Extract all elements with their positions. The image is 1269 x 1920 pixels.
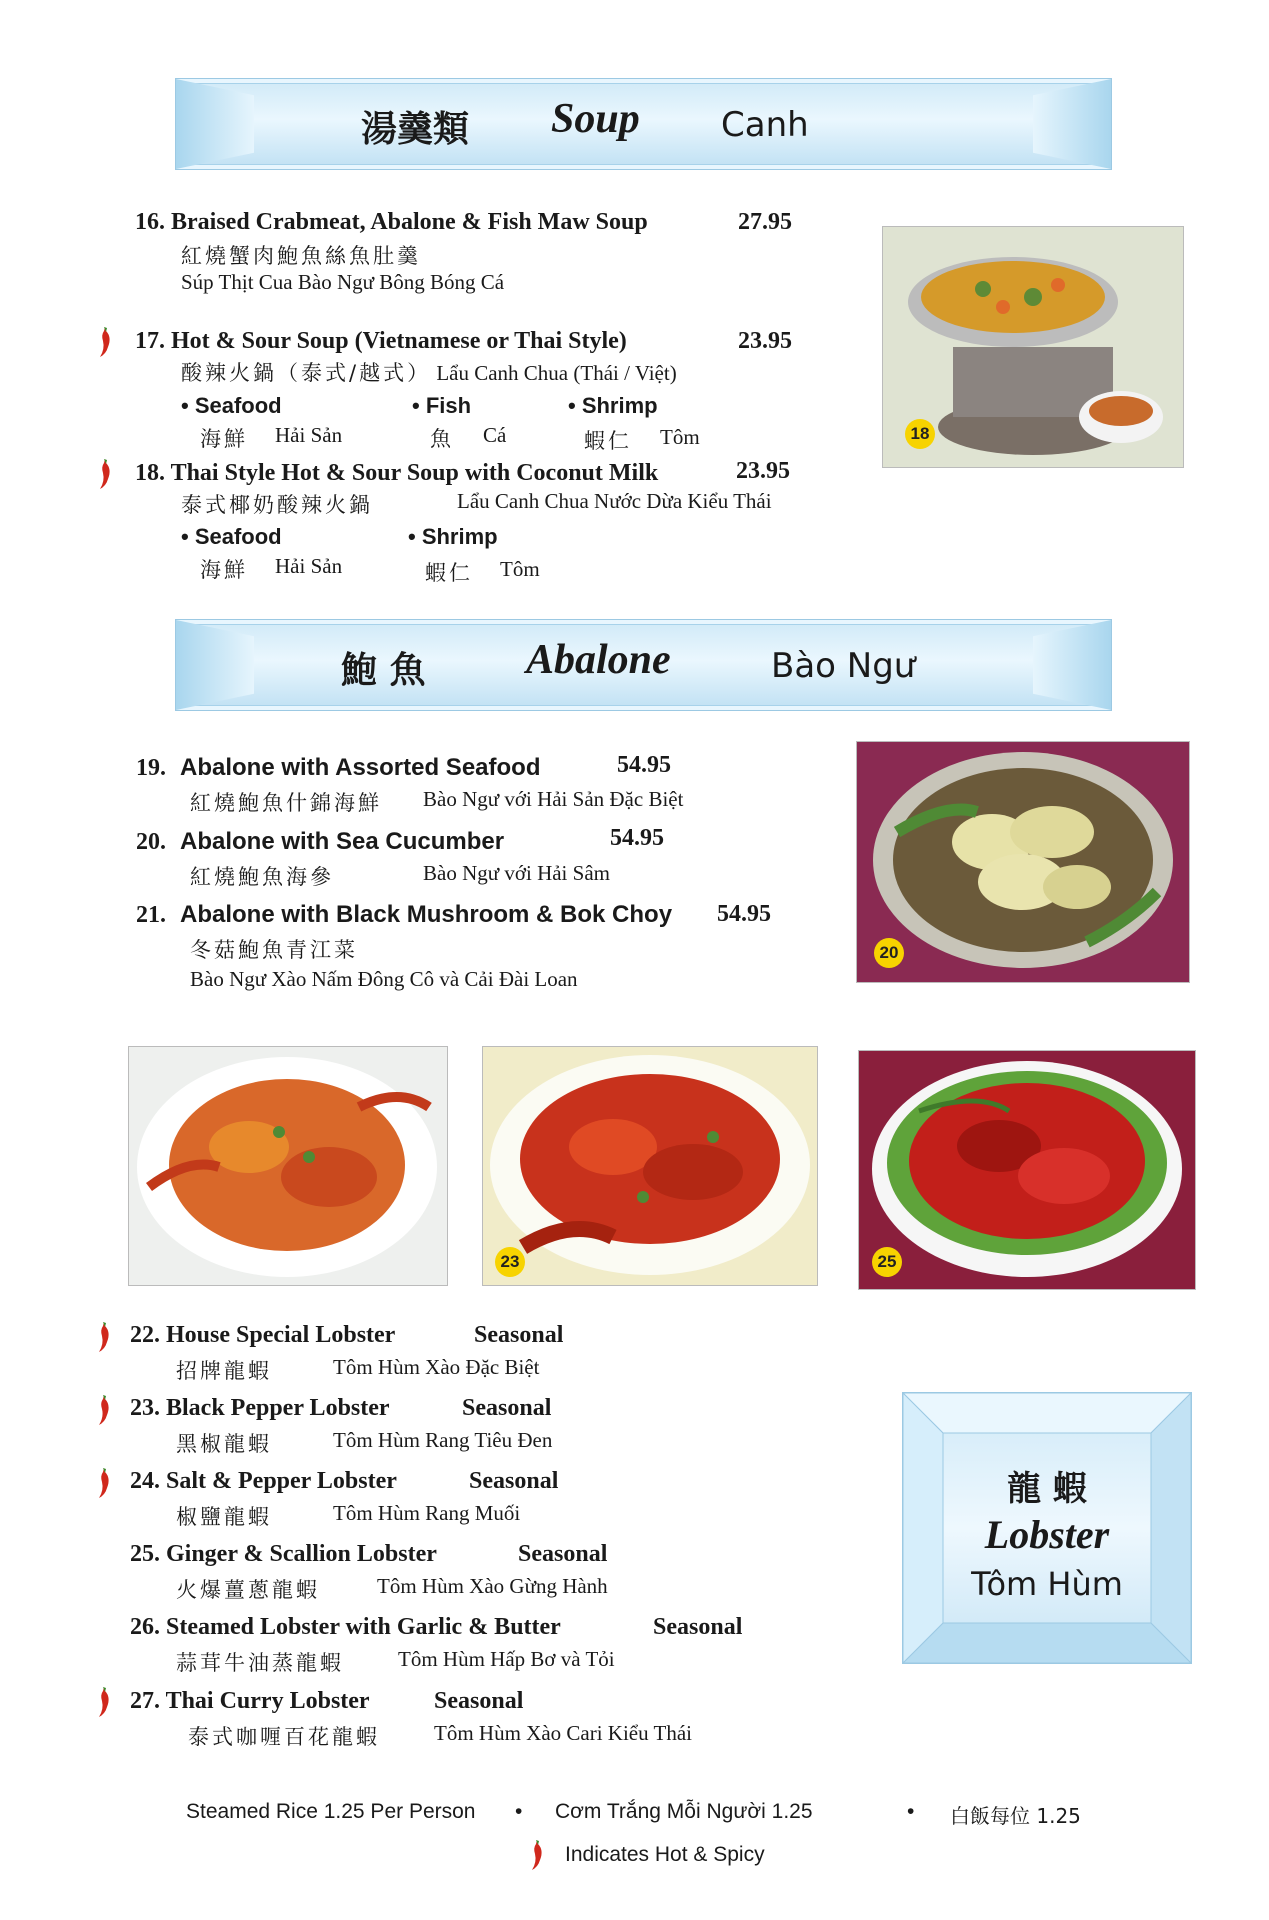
option-vn: Cá [483,423,507,447]
lobster-title-en: Lobster [984,1512,1110,1557]
option-label: • Shrimp [408,524,498,549]
soup-title-vn: Canh [721,105,809,145]
chili-pepper-icon [97,1322,111,1352]
item-name-vn: Bào Ngư với Hải Sâm [423,861,610,885]
photo-number-badge: 20 [874,938,904,968]
item-name-vn: Tôm Hùm Rang Tiêu Đen [333,1428,553,1452]
item-name-cn: 冬菇鮑魚青江菜 [190,938,358,962]
item-price: Seasonal [518,1541,608,1567]
steamed-rice-en: Steamed Rice 1.25 Per Person [186,1800,476,1823]
menu-item-name [130,1541,437,1568]
item-name-vn: Tôm Hùm Xào Cari Kiểu Thái [434,1721,692,1745]
soup-banner [175,78,1112,170]
item-name-cn: 紅燒鮑魚什錦海鮮 [190,791,382,815]
abalone-title-vn: Bào Ngư [771,646,916,686]
steamed-rice-vn: Cơm Trắng Mỗi Người 1.25 [555,1800,813,1823]
lobster-photo [128,1046,448,1286]
item-name-vn: Tôm Hùm Hấp Bơ và Tỏi [398,1647,615,1671]
soup-title-cn: 湯羹類 [361,109,470,150]
option-label: • Seafood [181,393,282,418]
chili-pepper-icon [97,1395,111,1425]
option-cn: 蝦仁 [584,429,632,453]
menu-item-name [135,209,648,236]
photo-number-badge: 25 [872,1247,902,1277]
menu-item-name [136,828,504,856]
soup-title-en: Soup [551,96,640,142]
option-vn: Hải Sản [275,423,343,447]
item-name-cn: 酸辣火鍋（泰式/越式） [181,361,432,385]
item-name-cn: 招牌龍蝦 [176,1359,272,1383]
banner-wedge [1033,79,1111,169]
option-cn: 海鮮 [200,427,248,451]
option-label: • Seafood [181,524,282,549]
hotpot-photo [882,226,1184,468]
item-price: 54.95 [717,901,771,927]
item-title: Abalone with Sea Cucumber [180,828,505,855]
item-price: Seasonal [434,1688,524,1714]
footer-bullet: • [907,1800,915,1823]
item-name-vn: Súp Thịt Cua Bào Ngư Bông Bóng Cá [181,270,505,294]
item-number: 25. [130,1541,160,1567]
item-name-cn: 紅燒蟹肉鮑魚絲魚肚羹 [181,244,421,268]
abalone-title-cn: 鮑 魚 [341,650,426,691]
item-price: Seasonal [469,1468,559,1494]
item-name-vn: Bào Ngư với Hải Sản Đặc Biệt [423,787,684,811]
item-number: 27. [130,1688,160,1714]
item-number: 23. [130,1395,160,1421]
photo-number-badge: 23 [495,1247,525,1277]
option-vn: Tôm [500,557,540,581]
item-number: 21. [136,902,166,928]
abalone-banner [175,619,1112,711]
item-price: Seasonal [462,1395,552,1421]
item-name-vn: Lẩu Canh Chua Nước Dừa Kiểu Thái [457,489,772,513]
option-vn: Tôm [660,425,700,449]
option-cn: 魚 [430,427,454,451]
item-price: 23.95 [736,458,790,484]
lobster-title-cn: 龍 蝦 [1007,1469,1087,1509]
lobster-photo [858,1050,1196,1290]
item-title: Thai Style Hot & Sour Soup with Coconut Milk [170,460,659,486]
item-price: 54.95 [617,752,671,778]
item-number: 20. [136,829,166,855]
item-title: Braised Crabmeat, Abalone & Fish Maw Soup [171,209,648,235]
menu-item-name [136,901,672,929]
item-title: Salt & Pepper Lobster [166,1468,397,1494]
item-title: Black Pepper Lobster [166,1395,390,1421]
menu-item-name [135,328,627,355]
item-name-cn: 椒鹽龍蝦 [176,1505,272,1529]
menu-item-name [130,1614,561,1641]
lobster-title-vn: Tôm Hùm [971,1565,1123,1603]
item-number: 26. [130,1614,160,1640]
item-number: 17. [135,328,165,354]
item-title: Thai Curry Lobster [165,1688,370,1714]
item-price: 23.95 [738,328,792,354]
item-title: Abalone with Assorted Seafood [180,754,541,781]
chili-pepper-icon [97,1468,111,1498]
item-number: 22. [130,1322,160,1348]
banner-wedge [176,79,254,169]
menu-item-name [136,754,540,782]
option-vn: Hải Sản [275,554,343,578]
item-title: Ginger & Scallion Lobster [166,1541,437,1567]
photo-number-badge: 18 [905,419,935,449]
item-title: Hot & Sour Soup (Vietnamese or Thai Style) [171,328,627,354]
footer-bullet: • [515,1800,523,1823]
menu-item-name [135,460,658,487]
item-name-vn: Bào Ngư Xào Nấm Đông Cô và Cải Đài Loan [190,967,578,991]
chili-pepper-icon [97,1687,111,1717]
chili-pepper-icon [98,327,112,357]
item-price: 54.95 [610,825,664,851]
option-cn: 蝦仁 [425,561,473,585]
item-name-vn: Tôm Hùm Rang Muối [333,1501,521,1525]
item-name-cn: 黑椒龍蝦 [176,1432,272,1456]
lobster-section-box [902,1392,1192,1664]
option-label: • Fish [412,393,472,418]
item-number: 16. [135,209,165,235]
item-price: Seasonal [653,1614,743,1640]
menu-item-name [130,1395,390,1422]
option-label: • Shrimp [568,393,658,418]
spicy-legend: Indicates Hot & Spicy [565,1843,765,1866]
item-price: 27.95 [738,209,792,235]
item-number: 24. [130,1468,160,1494]
option-cn: 海鮮 [200,558,248,582]
item-name-cn: 蒜茸牛油蒸龍蝦 [176,1651,344,1675]
banner-wedge [176,620,254,710]
menu-item-name [130,1688,370,1715]
item-title: House Special Lobster [166,1322,396,1348]
lobster-photo [482,1046,818,1286]
item-name-cn: 火爆薑蔥龍蝦 [176,1578,320,1602]
item-price: Seasonal [474,1322,564,1348]
item-name-vn: Lẩu Canh Chua (Thái / Việt) [436,361,677,385]
banner-wedge [1033,620,1111,710]
chili-pepper-icon [530,1840,544,1870]
item-number: 18. [135,460,165,486]
item-name-cn: 泰式椰奶酸辣火鍋 [181,493,373,517]
item-title: Steamed Lobster with Garlic & Butter [166,1614,561,1640]
abalone-photo [856,741,1190,983]
chili-pepper-icon [98,459,112,489]
menu-item-name [130,1322,395,1349]
steamed-rice-cn: 白飯每位 1.25 [950,1804,1081,1828]
item-title: Abalone with Black Mushroom & Bok Choy [180,901,673,928]
item-number: 19. [136,755,166,781]
item-name-cn: 紅燒鮑魚海參 [190,865,334,889]
item-name-vn: Tôm Hùm Xào Gừng Hành [377,1574,608,1598]
item-name-vn: Tôm Hùm Xào Đặc Biệt [333,1355,540,1379]
abalone-title-en: Abalone [526,637,671,683]
menu-item-name [130,1468,397,1495]
item-name-cn: 泰式咖喱百花龍蝦 [188,1725,380,1749]
item-subtitle [181,357,677,387]
